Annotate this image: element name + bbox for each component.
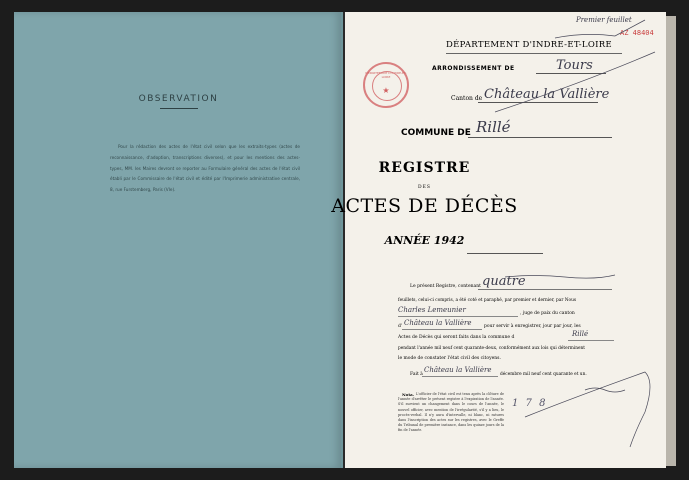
fait-place: Château la Vallière: [424, 366, 492, 374]
form-line-1-prefix: Le présent Registre, contenant: [410, 284, 481, 289]
canton-label: Canton de: [451, 95, 483, 102]
form-line-3-suffix: , juge de paix du canton: [520, 311, 575, 316]
cover-heading-rule: [160, 108, 198, 109]
fait-prefix: Fait à: [410, 372, 423, 377]
arrondissement-value: Tours: [556, 58, 593, 73]
handwritten-strokes: [345, 12, 666, 468]
fait-suffix: décembre mil neuf cent quarante et un.: [500, 372, 587, 377]
form-line-6: pendant l'année mil neuf cent quarante-deux, conformément aux lois qui déterminent: [398, 346, 586, 351]
nota-label: Nota.: [402, 392, 415, 397]
commune-value: Rillé: [476, 118, 511, 136]
cover-observation-text: Pour la rédaction des actes de l'état civil selon que les extraits-types (actes de reconnaissance, d'adoption, transcriptions diverses), et pour les mentions des actes-types, MM. les Maires devront se reporter au Formulaire général des actes de l'état civil établi par le Commissaire de l'état civil et édité par l'Imprimerie administrative centrale, 8, rue Furstemberg, Paris (VIe).: [110, 144, 300, 193]
canton-name: Château la Vallière: [404, 319, 472, 327]
form-line-4-suffix: pour servir à enregistrer, jour par jour, les: [484, 324, 581, 329]
top-note: Premier feuillet: [576, 16, 632, 24]
canton-value: Château la Vallière: [484, 87, 610, 102]
top-note-stroke: [555, 20, 645, 38]
arrondissement-label: ARRONDISSEMENT DE: [432, 65, 515, 72]
signature-flourish: [525, 372, 650, 447]
signature-number: 1 7 8: [512, 398, 548, 409]
form-line-2: feuillets, celui-ci compris, a été coté et paraphé, par premier et dernier, par Nous: [398, 298, 577, 303]
actes-heading: ACTES DE DÉCÈS: [331, 195, 518, 217]
canton-flourish: [495, 52, 655, 112]
annee-heading: ANNÉE 1942: [384, 234, 465, 247]
register-number: AZ 48404: [620, 29, 654, 37]
feuillets-count: quatre: [482, 274, 526, 289]
quatre-tail: [505, 275, 615, 278]
seal-text: DÉPARTEMENT D'INDRE-ET-LOIRE: [365, 71, 407, 79]
nota-text: L'officier de l'état civil est tenu après la clôture de l'année d'arrêter le présent registre à l'expiration de l'année. S'il survient un changement dans le cours de l'année, le nouvel officier, avec mention de l'irrégularité, s'il y a lieu, le procès-verbal. Il n'y aura d'intervalle, ni blanc, ni ratures dans l'inscription des actes sur les registres, avec le Greffe du Tribunal de première instance, dans les quinze jours de la fin de l'année.: [398, 392, 504, 433]
commune-name: Rillé: [572, 330, 589, 338]
cover-heading: OBSERVATION: [138, 94, 219, 104]
form-line-7: le mode de constater l'état civil des citoyens.: [398, 356, 501, 361]
department-title: DÉPARTEMENT D'INDRE-ET-LOIRE: [446, 40, 612, 50]
juge-name: Charles Lemeunier: [398, 306, 466, 314]
form-line-5-prefix: Actes de Décès qui seront faits dans la commune d: [398, 335, 515, 340]
commune-label: COMMUNE DE: [401, 128, 471, 138]
form-line-4-prefix: d': [398, 324, 403, 329]
star-icon: ★: [382, 86, 390, 95]
registre-heading: REGISTRE: [378, 160, 471, 176]
des-label: DES: [418, 185, 431, 190]
